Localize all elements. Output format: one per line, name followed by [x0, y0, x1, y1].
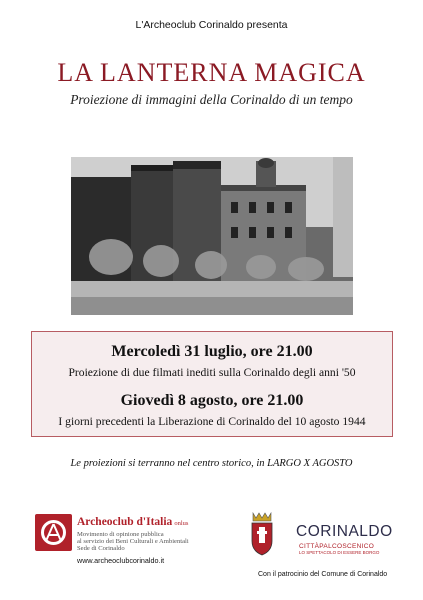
archeoclub-url[interactable]: www.archeoclubcorinaldo.it — [77, 556, 165, 565]
archeoclub-logo — [35, 514, 72, 551]
archeoclub-line-1: Movimento di opinione pubblica — [77, 531, 164, 538]
event-1-description: Proiezione di due filmati inediti sulla Corinaldo degli anni '50 — [68, 366, 356, 379]
event-2-date: Giovedì 8 agosto, ore 21.00 — [120, 392, 304, 409]
event-2-description: I giorni precedenti la Liberazione di Corinaldo del 10 agosto 1944 — [58, 415, 366, 428]
poster-subtitle: Proiezione di immagini della Corinaldo di un tempo — [70, 92, 353, 107]
poster-title: LA LANTERNA MAGICA — [57, 58, 366, 87]
events-box — [31, 331, 393, 437]
venue-note: Le proiezioni si terranno nel centro storico, in LARGO X AGOSTO — [70, 458, 353, 469]
presenter-line: L'Archeoclub Corinaldo presenta — [135, 19, 288, 31]
corinaldo-crest-icon — [249, 511, 275, 557]
corinaldo-tagline: CITTÀPALCOSCENICO — [299, 543, 375, 550]
archeoclub-line-2: al servizio dei Beni Culturali e Ambientali — [77, 538, 189, 545]
archeoclub-name: Archeoclub d'Italia onlus — [77, 516, 189, 528]
corinaldo-tagline-small: LO SPETTACOLO DI ESSERE BORGO — [299, 550, 380, 555]
event-1-date: Mercoledì 31 luglio, ore 21.00 — [111, 343, 313, 360]
patronage-note: Con il patrocinio del Comune di Corinaldo — [258, 571, 388, 578]
archeoclub-line-3: Sede di Corinaldo — [77, 545, 125, 552]
corinaldo-brand: CORINALDO — [296, 523, 393, 540]
historic-photo — [71, 157, 353, 315]
